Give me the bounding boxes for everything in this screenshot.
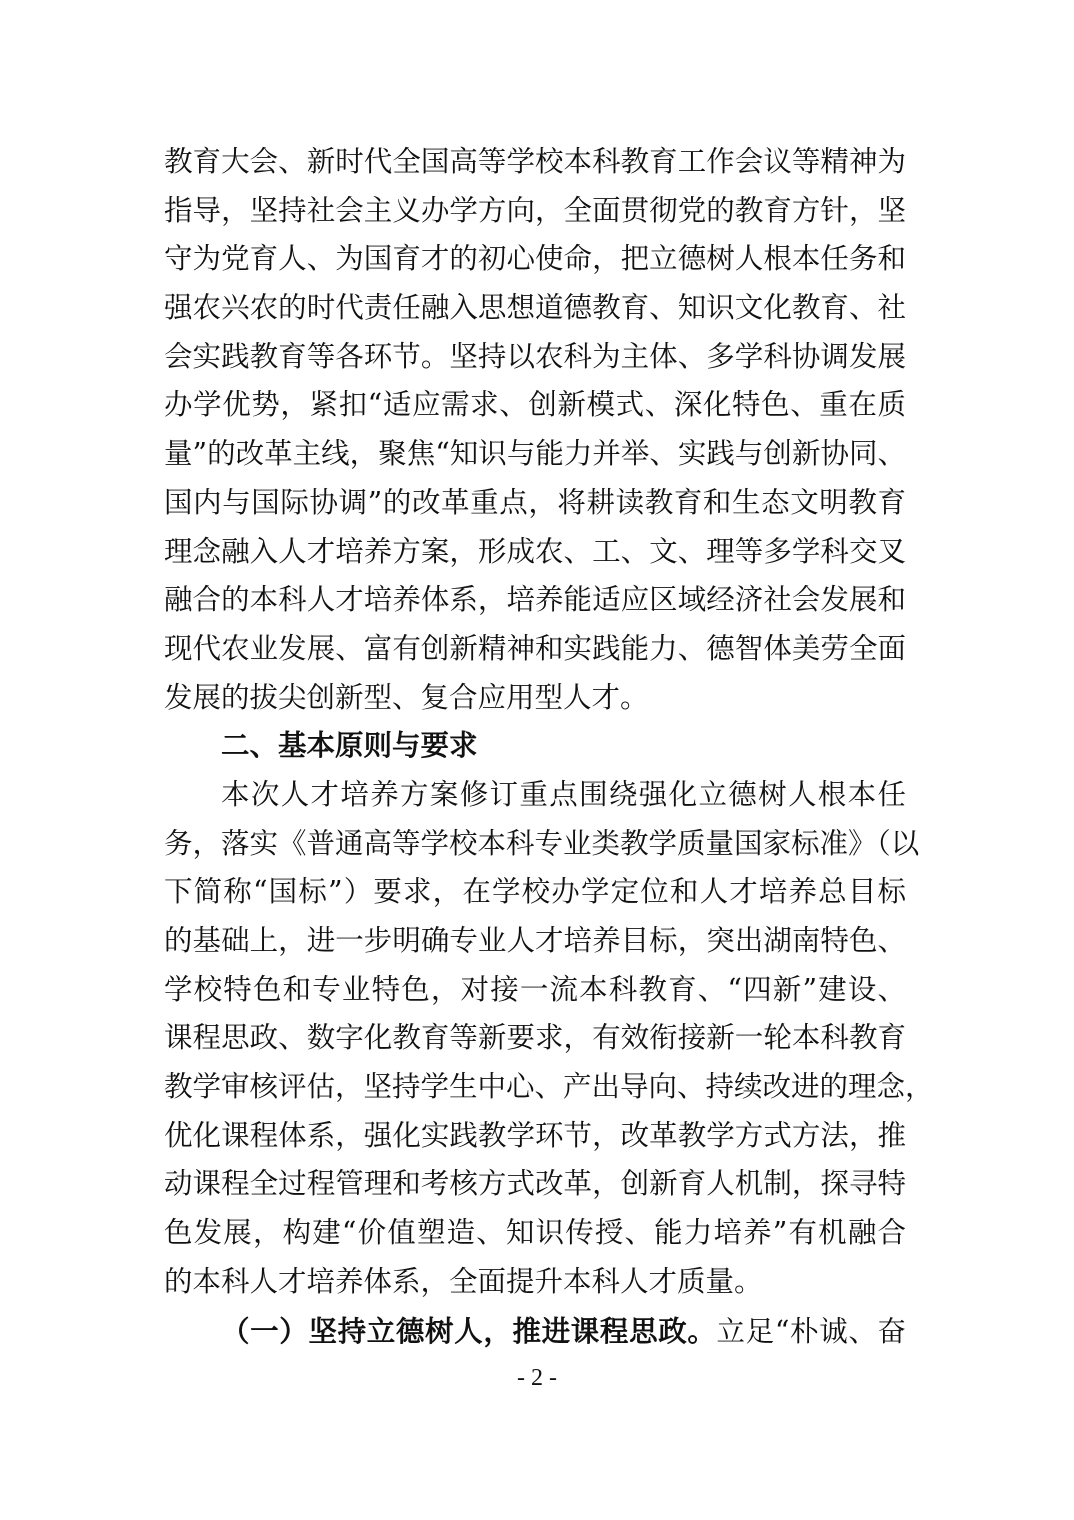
paragraph-line: 现代农业发展、富有创新精神和实践能力、德智体美劳全面 xyxy=(164,631,906,665)
subsection-title: （一）坚持立德树人，推进课程思政。 xyxy=(221,1313,717,1348)
paragraph-line: 课程思政、数字化教育等新要求，有效衔接新一轮本科教育 xyxy=(164,1021,906,1055)
paragraph-line: 下简称“国标”）要求，在学校办学定位和人才培养总目标 xyxy=(164,875,906,909)
paragraph-line: 融合的本科人才培养体系，培养能适应区域经济社会发展和 xyxy=(164,583,906,617)
paragraph-line: 优化课程体系，强化实践教学环节，改革教学方式方法，推 xyxy=(164,1118,906,1152)
paragraph-line: 本次人才培养方案修订重点围绕强化立德树人根本任 xyxy=(221,777,906,811)
paragraph-line: 办学优势，紧扣“适应需求、创新模式、深化特色、重在质 xyxy=(164,388,906,422)
paragraph-line: 发展的拔尖创新型、复合应用型人才。 xyxy=(164,680,649,714)
paragraph-line: 务，落实《普通高等学校本科专业类教学质量国家标准》（以 xyxy=(164,826,920,860)
page-number: - 2 - xyxy=(517,1365,557,1391)
page-content xyxy=(164,138,934,1355)
paragraph-line: 的本科人才培养体系，全面提升本科人才质量。 xyxy=(164,1264,763,1298)
subsection-line xyxy=(164,1307,906,1356)
paragraph-line: 学校特色和专业特色，对接一流本科教育、“四新”建设、 xyxy=(164,972,906,1006)
paragraph-line: 国内与国际协调”的改革重点，将耕读教育和生态文明教育 xyxy=(164,485,906,519)
paragraph-line: 量”的改革主线，聚焦“知识与能力并举、实践与创新协同、 xyxy=(164,437,906,471)
paragraph-line: 教学审核评估，坚持学生中心、产出导向、持续改进的理念， xyxy=(164,1070,934,1104)
paragraph-line: 教育大会、新时代全国高等学校本科教育工作会议等精神为 xyxy=(164,145,906,178)
paragraph-line: 会实践教育等各环节。坚持以农科为主体、多学科协调发展 xyxy=(164,339,906,373)
section-heading: 二、基本原则与要求 xyxy=(221,729,478,763)
paragraph-line: 强农兴农的时代责任融入思想道德教育、知识文化教育、社 xyxy=(164,291,906,325)
paragraph-line: 色发展，构建“价值塑造、知识传授、能力培养”有机融合 xyxy=(164,1216,906,1250)
paragraph-line: 指导，坚持社会主义办学方向，全面贯彻党的教育方针，坚 xyxy=(164,193,906,227)
paragraph-line: 的基础上，进一步明确专业人才培养目标，突出湖南特色、 xyxy=(164,924,906,957)
paragraph-line: 守为党育人、为国育才的初心使命，把立德树人根本任务和 xyxy=(164,242,906,276)
subsection-text: 立足“朴诚、奋 xyxy=(716,1314,906,1348)
paragraph-line: 动课程全过程管理和考核方式改革，创新育人机制，探寻特 xyxy=(164,1167,906,1201)
paragraph-line: 理念融入人才培养方案，形成农、工、文、理等多学科交叉 xyxy=(164,534,906,568)
